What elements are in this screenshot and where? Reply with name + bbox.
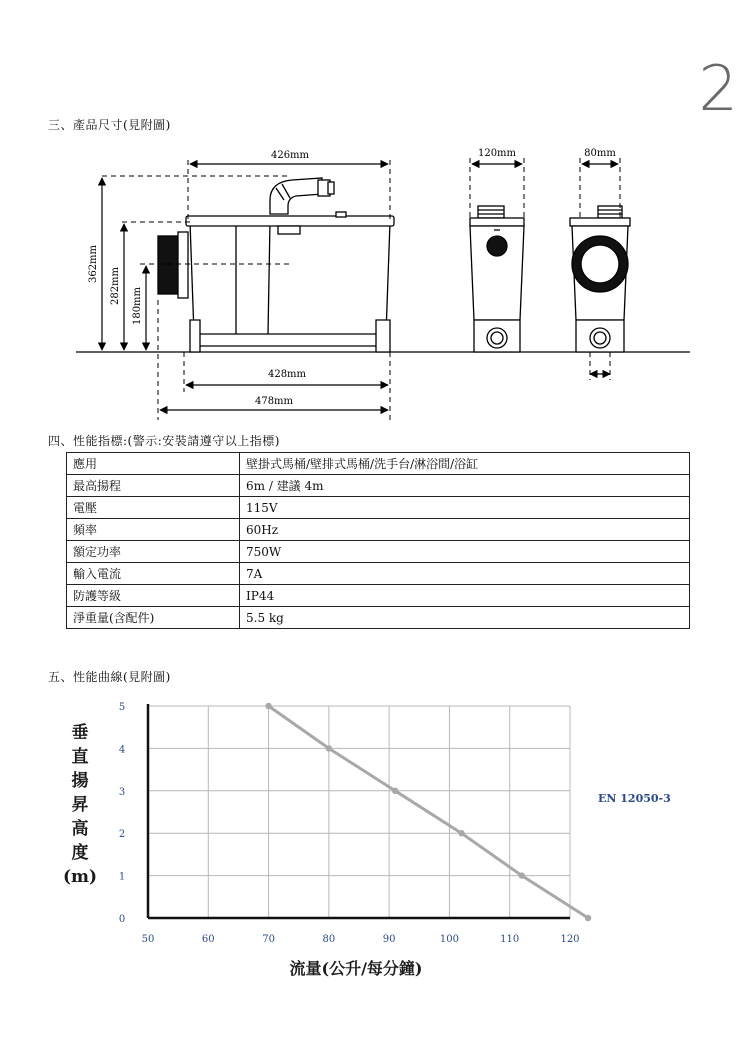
- y-label-char: (m): [62, 867, 98, 887]
- spec-key: 電壓: [67, 497, 240, 519]
- x-tick-label: 110: [500, 934, 520, 945]
- x-tick-labels: [142, 934, 580, 945]
- y-label-char: 高: [71, 819, 89, 839]
- section-title-dimensions: 三、產品尺寸(見附圖): [48, 118, 171, 132]
- data-point: [265, 703, 271, 709]
- y-tick-label: 0: [118, 914, 126, 925]
- chart-grid: [148, 706, 570, 918]
- table-row: [67, 519, 690, 541]
- spec-key: 輸入電流: [67, 563, 240, 585]
- spec-key: 防護等級: [67, 585, 240, 607]
- spec-key: 應用: [67, 453, 240, 475]
- spec-value: 7A: [240, 563, 690, 585]
- dim-label-120: 120mm: [477, 148, 517, 159]
- spec-value: 5.5 kg: [240, 607, 690, 629]
- data-point: [585, 915, 591, 921]
- section-title-specs: 四、性能指標:(警示:安裝請遵守以上指標): [48, 434, 280, 448]
- y-label-char: 直: [71, 747, 89, 767]
- table-row: [67, 497, 690, 519]
- spec-key: 頻率: [67, 519, 240, 541]
- y-tick-label: 4: [118, 744, 126, 756]
- y-tick-label: 2: [118, 829, 126, 841]
- dim-label-362: 362mm: [88, 244, 99, 284]
- y-axis-label: [63, 722, 97, 887]
- y-tick-labels: [119, 702, 125, 925]
- performance-chart: [0, 690, 750, 990]
- y-label-char: 度: [71, 843, 89, 863]
- chart-axes: [148, 704, 570, 918]
- dim-label-478: 478mm: [254, 396, 294, 407]
- y-label-char: 揚: [71, 771, 89, 791]
- y-tick-label: 5: [118, 702, 126, 713]
- spec-value: 6m / 建議 4m: [240, 475, 690, 497]
- x-tick-label: 80: [322, 934, 336, 945]
- chart-series: [265, 703, 591, 921]
- x-tick-label: 90: [382, 934, 396, 945]
- front-view: [158, 178, 394, 352]
- spec-key: 最高揚程: [67, 475, 240, 497]
- spec-table: [66, 452, 690, 629]
- x-tick-label: 50: [141, 934, 155, 945]
- back-view: [570, 206, 630, 352]
- side-view: [470, 206, 524, 352]
- table-row: [67, 607, 690, 629]
- data-point: [458, 830, 464, 836]
- series-line: [269, 706, 589, 918]
- x-tick-label: 60: [201, 934, 215, 945]
- spec-value: 115V: [240, 497, 690, 519]
- section-title-curve: 五、性能曲線(見附圖): [48, 670, 171, 684]
- x-tick-label: 120: [560, 934, 580, 945]
- x-axis-label: 流量(公升/每分鐘): [289, 959, 423, 978]
- data-point: [326, 745, 332, 751]
- y-tick-label: 1: [118, 871, 126, 883]
- table-row: [67, 453, 690, 475]
- dim-label-428: 428mm: [267, 369, 307, 380]
- y-label-char: 昇: [71, 795, 89, 815]
- data-point: [519, 872, 525, 878]
- spec-value: 60Hz: [240, 519, 690, 541]
- dimension-drawing: [0, 130, 750, 420]
- dim-label-282: 282mm: [110, 266, 121, 306]
- spec-value: 壁掛式馬桶/壁排式馬桶/洗手台/淋浴間/浴缸: [240, 453, 690, 475]
- chart-annotation: EN 12050-3: [598, 792, 671, 805]
- table-row: [67, 541, 690, 563]
- table-row: [67, 475, 690, 497]
- dim-label-426: 426mm: [270, 150, 310, 161]
- y-tick-label: 3: [118, 786, 126, 798]
- spec-key: 淨重量(含配件): [67, 607, 240, 629]
- data-point: [392, 788, 398, 794]
- page-number: 2: [698, 52, 738, 125]
- table-row: [67, 563, 690, 585]
- dim-label-80: 80mm: [584, 148, 616, 159]
- y-label-char: 垂: [71, 723, 89, 743]
- spec-key: 額定功率: [67, 541, 240, 563]
- x-tick-label: 100: [439, 934, 459, 945]
- spec-value: IP44: [240, 585, 690, 607]
- spec-value: 750W: [240, 541, 690, 563]
- x-tick-label: 70: [262, 934, 275, 945]
- table-row: [67, 585, 690, 607]
- dim-label-180: 180mm: [132, 286, 143, 326]
